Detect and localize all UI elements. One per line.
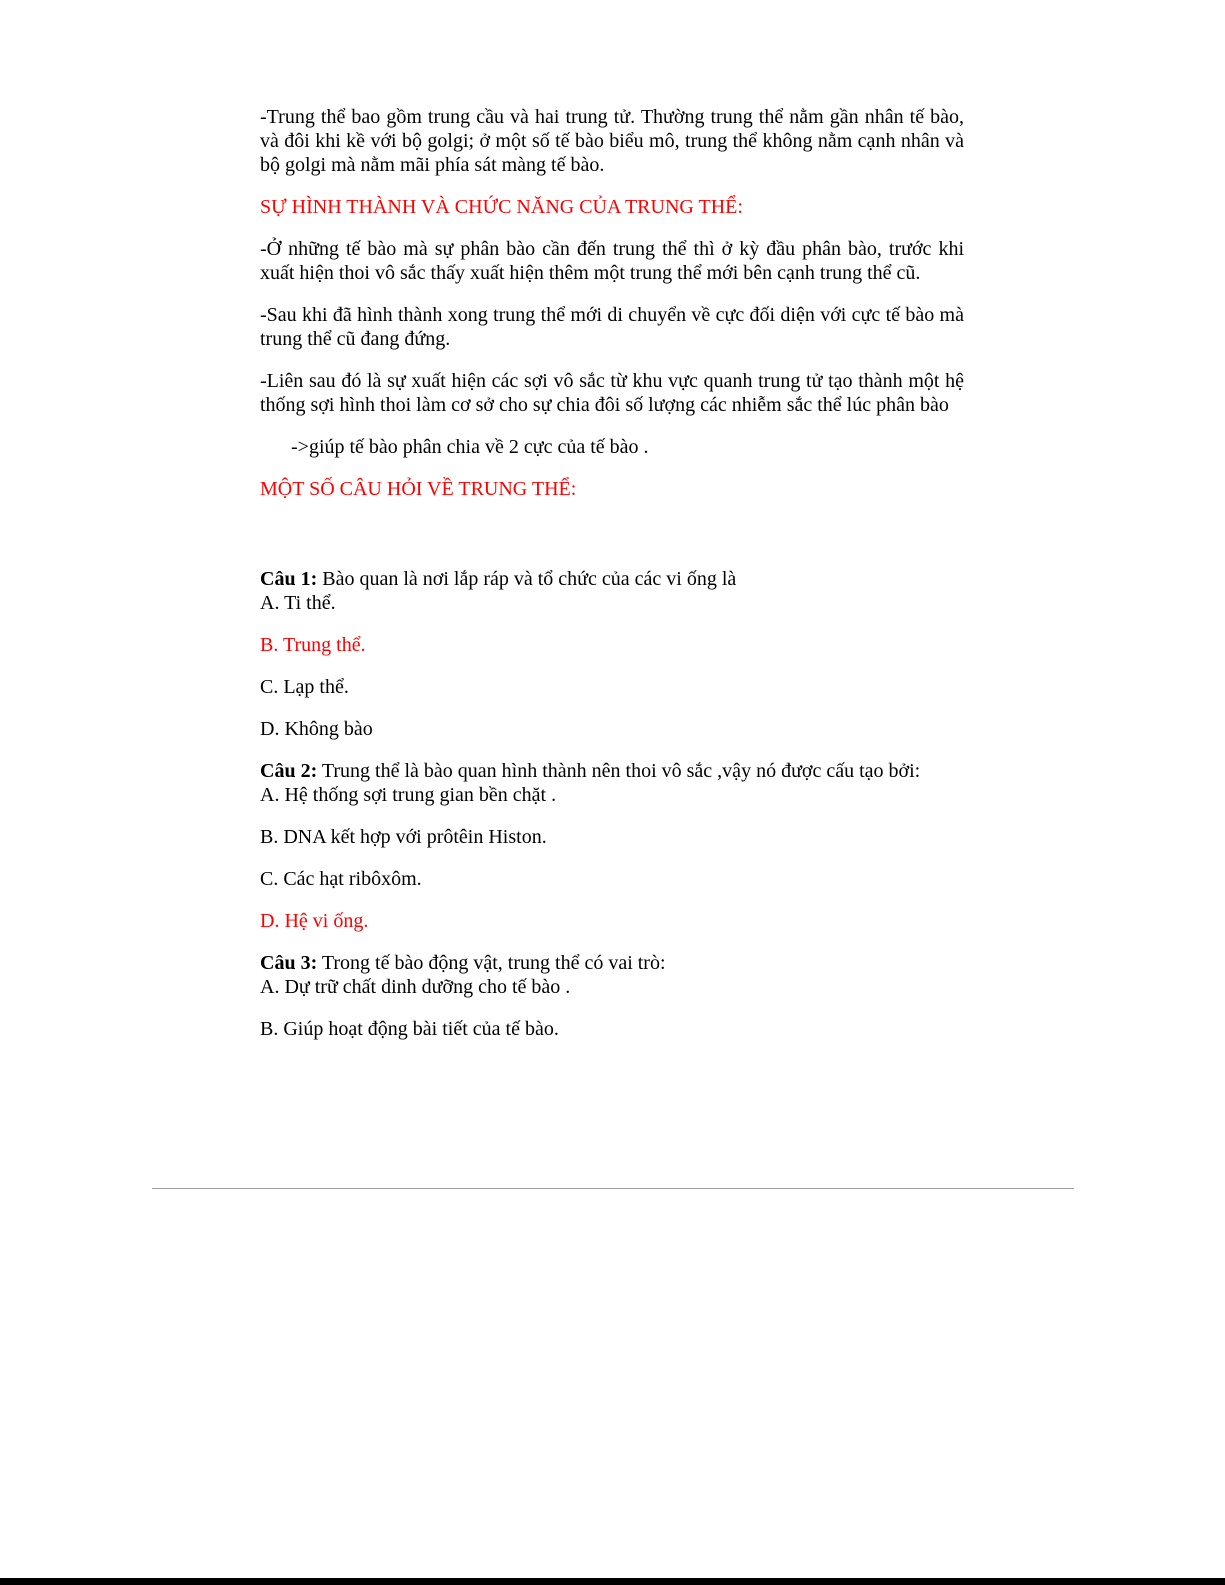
question-3-text: Trong tế bào động vật, trung thể có vai trò: (317, 952, 666, 974)
footer-divider (152, 1188, 1074, 1189)
page-bottom-edge (0, 1578, 1225, 1585)
question-1-option-c: C. Lạp thể. (260, 676, 349, 698)
question-3-option-a: A. Dự trữ chất dinh dưỡng cho tế bào . (260, 976, 571, 998)
question-2-option-a: A. Hệ thống sợi trung gian bền chặt . (260, 784, 557, 806)
question-1-option-a: A. Ti thể. (260, 592, 336, 614)
question-3-option-b: B. Giúp hoạt động bài tiết của tế bào. (260, 1018, 559, 1040)
blank-space (260, 519, 964, 567)
question-1-text: Bào quan là nơi lắp ráp và tổ chức của các vi ống là (317, 568, 737, 590)
formation-paragraph-3: -Liên sau đó là sự xuất hiện các sợi vô sắc từ khu vực quanh trung tử tạo thành một hệ thống sợi hình thoi làm cơ sở cho sự chia đôi số lượng các nhiễm sắc thể lúc phân bào (260, 370, 964, 416)
question-2-option-c: C. Các hạt ribôxôm. (260, 868, 422, 890)
question-2-text: Trung thể là bào quan hình thành nên thoi vô sắc ,vậy nó được cấu tạo bởi: (317, 760, 921, 782)
question-1-label: Câu 1: (260, 568, 318, 590)
formation-paragraph-2: -Sau khi đã hình thành xong trung thể mới di chuyển về cực đối diện với cực tế bào mà trung thể cũ đang đứng. (260, 304, 964, 350)
section-heading-formation: SỰ HÌNH THÀNH VÀ CHỨC NĂNG CỦA TRUNG THỂ: (260, 196, 743, 218)
question-2-label: Câu 2: (260, 760, 318, 782)
question-2-option-d-correct: D. Hệ vi ống. (260, 910, 369, 932)
question-3 (260, 951, 964, 975)
formation-result: ->giúp tế bào phân chia về 2 cực của tế bào . (291, 436, 649, 458)
section-heading-questions: MỘT SỐ CÂU HỎI VỀ TRUNG THỂ: (260, 478, 577, 500)
question-1 (260, 567, 964, 591)
formation-paragraph-1: -Ở những tế bào mà sự phân bào cần đến trung thể thì ở kỳ đầu phân bào, trước khi xuất hiện thoi vô sắc thấy xuất hiện thêm một trung thể mới bên cạnh trung thể cũ. (260, 238, 964, 284)
question-2-option-b: B. DNA kết hợp với prôtêin Histon. (260, 826, 547, 848)
question-2 (260, 759, 964, 783)
intro-paragraph: -Trung thể bao gồm trung cầu và hai trung tử. Thường trung thể nằm gần nhân tế bào, và đôi khi kề với bộ golgi; ở một số tế bào biểu mô, trung thể không nằm cạnh nhân và bộ golgi mà nằm mãi phía sát màng tế bào. (260, 106, 964, 176)
document-body (260, 105, 964, 1059)
question-3-label: Câu 3: (260, 952, 318, 974)
question-1-option-b-correct: B. Trung thể. (260, 634, 366, 656)
question-1-option-d: D. Không bào (260, 718, 373, 740)
